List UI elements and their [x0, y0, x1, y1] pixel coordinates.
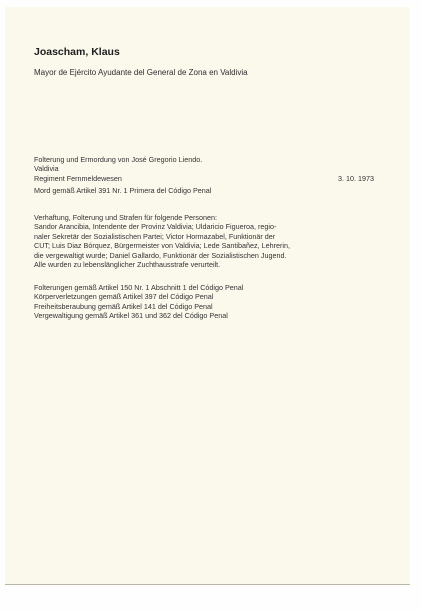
persons-line: Verhaftung, Folterung und Strafen für folgende Personen:: [34, 213, 218, 222]
charges-line: Freiheitsberaubung gemäß Artikel 141 del Código Penal: [34, 301, 213, 311]
case-charge: Mord gemäß Artikel 391 Nr. 1 Primera del Código Penal: [34, 186, 212, 196]
persons-line: Alle wurden zu lebenslänglicher Zuchthausstrafe verurteilt.: [34, 260, 221, 270]
charges-line: Körperverletzungen gemäß Artikel 397 del Código Penal: [34, 292, 214, 302]
case-unit-row: [34, 174, 374, 183]
persons-line: CUT; Luis Diaz Bórquez, Bürgermeister von Valdivia; Lede Santibañez, Lehrerin,: [34, 241, 290, 251]
persons-line: Sandor Arancibia, Intendente der Provinz Valdivia; Uldaricio Figueroa, regio-: [34, 222, 277, 232]
card-edge: [5, 584, 410, 585]
person-name: Joascham, Klaus: [34, 46, 120, 58]
charges-line: Vergewaltigung gemäß Artikel 361 und 362 del Código Penal: [34, 311, 228, 321]
persons-line: die vergewaltigt wurde; Daniel Gallardo, Funktionär der Sozialistischen Jugend.: [34, 250, 287, 260]
persons-line: naler Sekretär der Sozialistischen Partei; Victor Hormazabel, Funktionär der: [34, 231, 276, 241]
case-title: Folterung und Ermordung von José Gregorio Liendo.: [34, 155, 203, 164]
persons-section: [34, 213, 374, 269]
charges-section: [34, 283, 374, 321]
case-unit: Regiment Fernmeldewesen: [34, 173, 122, 183]
person-position: Mayor de Ejército Ayudante del General de Zona en Valdivia: [34, 68, 248, 77]
charges-line: Folterungen gemäß Artikel 150 Nr. 1 Abschnitt 1 del Código Penal: [34, 283, 244, 292]
case-place: Valdivia: [34, 164, 59, 174]
case-section: [34, 155, 374, 196]
case-date: 3. 10. 1973: [338, 173, 374, 183]
